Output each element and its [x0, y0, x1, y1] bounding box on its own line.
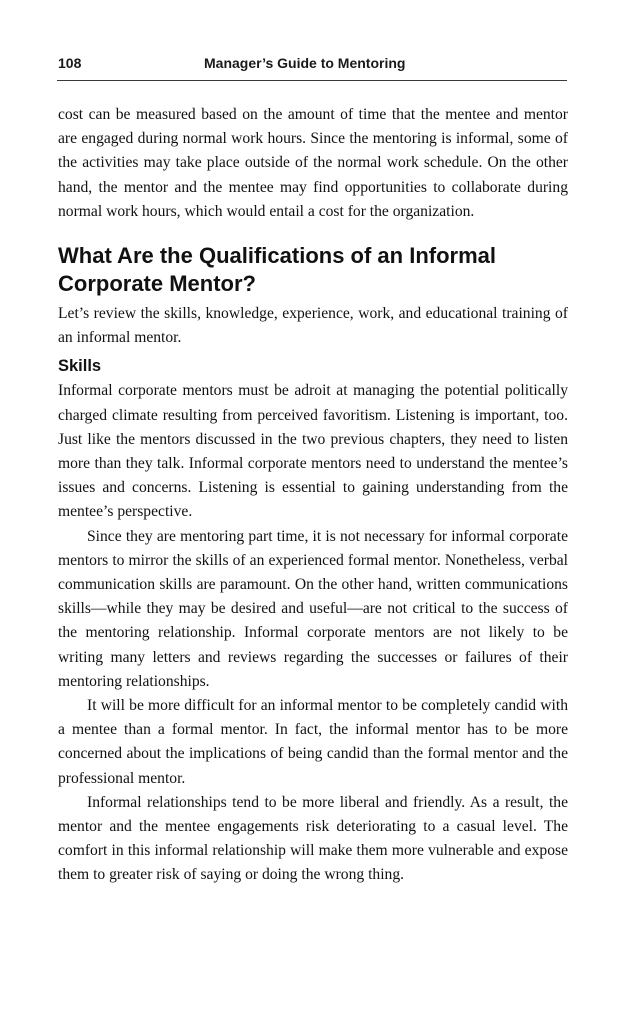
section-heading: What Are the Qualifications of an Informal Corporate Mentor?	[58, 243, 497, 297]
body-paragraph: Informal corporate mentors must be adroit at managing the potential politically charged climate resulting from perceived favoritism. Listening is important, too. Just like the mentors discussed in the two previous chapters, they need to listen more than they talk. Informal corporate mentors need to understand the mentee’s issues and concerns. Listening is essential to gaining understanding from the mentee’s perspective.	[58, 382, 568, 521]
page-content	[58, 103, 568, 888]
running-header	[57, 54, 567, 81]
intro-paragraph: cost can be measured based on the amount of time that the mentee and mentor are engaged during normal work hours. Since the mentoring is informal, some of the activities may take place outside of the normal work schedule. On the other hand, the mentor and the mentee may find opportunities to collaborate during normal work hours, which would entail a cost for the organization.	[58, 106, 568, 220]
section-intro-paragraph: Let’s review the skills, knowledge, experience, work, and educational training of an informal mentor.	[58, 305, 568, 347]
body-paragraph: Informal relationships tend to be more liberal and friendly. As a result, the mentor and the mentee engagements risk deteriorating to a casual level. The comfort in this informal relationship will make them more vulnerable and expose them to greater risk of saying or doing the wrong thing.	[58, 793, 568, 884]
skills-subheading: Skills	[58, 357, 102, 376]
book-title: Manager’s Guide to Mentoring	[204, 55, 406, 71]
body-paragraph: Since they are mentoring part time, it is not necessary for informal corporate mentors to mirror the skills of an experienced formal mentor. Nonetheless, verbal communication skills are paramount. On the other hand, written communications skills—while they may be desired and useful—are not critical to the success of the mentoring relationship. Informal corporate mentors are not likely to be writing many letters and reviews regarding the successes or failures of their mentoring relationships.	[58, 527, 568, 690]
page-number: 108	[58, 55, 82, 71]
body-paragraph: It will be more difficult for an informal mentor to be completely candid with a mentee than a formal mentor. In fact, the informal mentor has to be more concerned about the implications of being candid than the formal mentor and the professional mentor.	[58, 697, 568, 787]
